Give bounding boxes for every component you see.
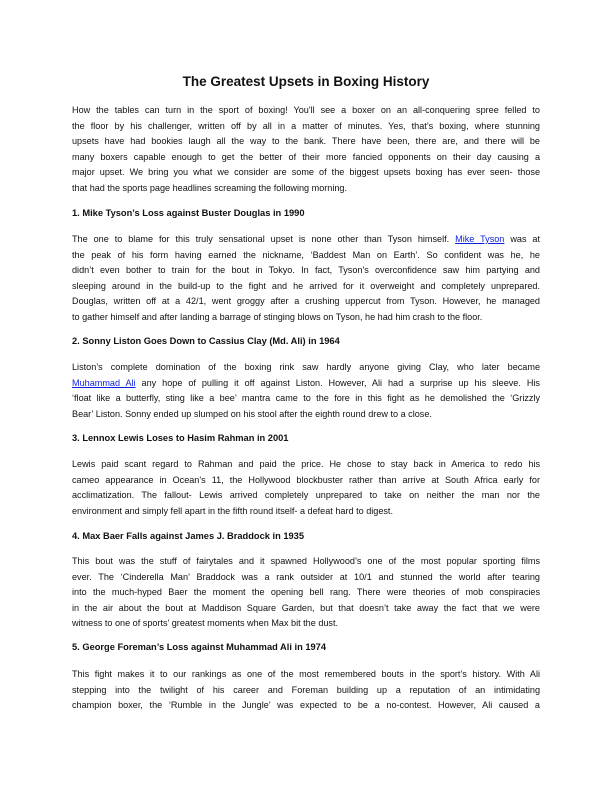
text-line: many boxers capable enough to get the better of their more fancied opponents on their day causing a	[72, 151, 540, 162]
section-paragraph	[72, 554, 540, 632]
text-line: cameo appearance in Ocean's 11, the Hollywood blockbuster rather than arrive at South Africa early for	[72, 474, 540, 485]
text-line: witness to one of sports’ greatest moments when Max bit the dust.	[72, 618, 339, 628]
text-line: Liston’s complete domination of the boxing rink saw hardly anyone giving Clay, who later became	[72, 362, 540, 372]
text-line: didn’t even bother to train for the bout in Tokyo. In fact, Tyson's overconfidence saw him partying and	[72, 265, 540, 275]
text-line: sleeping around in the build-up to the fight and he arrived for it overweight and completely unprepared.	[72, 280, 540, 291]
document-title: The Greatest Upsets in Boxing History	[182, 74, 430, 89]
text-line: How the tables can turn in the sport of boxing! You'll see a boxer on an all-conquering spree felled to	[72, 105, 540, 115]
section-paragraph	[72, 232, 540, 325]
text-line: ‘float like a butterfly, sting like a bee’ mantra came to the fore in this fight as he demolished the ‘Grizzly	[72, 393, 540, 403]
section-heading: 1. Mike Tyson’s Loss against Buster Douglas in 1990	[72, 208, 305, 218]
text-line: champion boxer, the ‘Rumble in the Jungle’ was expected to be a no-contest. However, Ali caused a	[72, 700, 540, 710]
text-line: to gather himself and after landing a barrage of stinging blows on Tyson, he had him crash to the floor.	[72, 311, 483, 322]
text-line: that had the sports page headlines screaming the following morning.	[72, 182, 348, 193]
text-line: acclimatization. The fallout- Lewis arrived completely unprepared to take on neither the man nor the	[72, 490, 540, 500]
text-line: the floor by his challenger, written off by all in a matter of minutes. Yes, that’s boxing, where stunning	[72, 120, 540, 131]
section-paragraph	[72, 667, 540, 714]
text-line: Muhammad Ali any hope of pulling it off against Liston. However, Ali had a surprise up his sleeve. His	[72, 377, 540, 388]
text-line: Bear’ Liston. Sonny ended up slumped on his stool after the eighth round drew to a close.	[72, 408, 432, 419]
text-line: the peak of his form having earned the nickname, ‘Baddest Man on Earth’. So confident was he, he	[72, 249, 540, 260]
text-line: environment and simply fell apart in the fifth round itself- a defeat hard to digest.	[72, 505, 393, 516]
text-line: stepping into the twilight of his career and Foreman building up a reputation of an intimidating	[72, 684, 540, 695]
section-heading: 5. George Foreman’s Loss against Muhammad Ali in 1974	[72, 642, 327, 652]
section-paragraph	[72, 360, 540, 422]
section-heading: 4. Max Baer Falls against James J. Braddock in 1935	[72, 531, 305, 541]
text-line: in the air about the bout at Maddison Square Garden, but that doesn’t take away the fact that we were	[72, 602, 540, 613]
text-line: upsets have had bookies laugh all the way to the bank. There have been, there are, and there will be	[72, 136, 540, 146]
intro-paragraph	[72, 103, 540, 196]
text-line: This bout was the stuff of fairytales and it spawned Hollywood’s one of the most popular sporting films	[72, 556, 540, 566]
text-line: major upset. We bring you what we consider are some of the biggest upsets boxing has ever seen- those	[72, 167, 540, 177]
text-line: Douglas, written off at a 42/1, went groggy after a crushing uppercut from Tyson. However, he managed	[72, 296, 540, 306]
link-muhammad-ali[interactable]: Muhammad Ali	[72, 377, 136, 388]
link-mike-tyson[interactable]: Mike Tyson	[455, 234, 505, 244]
section-paragraph	[72, 457, 540, 519]
text-line: The one to blame for this truly sensational upset is none other than Tyson himself. Mike Tyson was at	[72, 234, 541, 244]
text-line: into the much-hyped Baer the moment the opening bell rang. There were theories of mob conspiracies	[72, 587, 540, 597]
text-line: Lewis paid scant regard to Rahman and paid the price. He chose to stay back in America to redo his	[72, 459, 540, 469]
text-line: This fight makes it to our rankings as one of the most remembered bouts in the sport’s history. With Ali	[72, 669, 540, 679]
section-heading: 2. Sonny Liston Goes Down to Cassius Clay (Md. Ali) in 1964	[72, 336, 340, 346]
section-heading: 3. Lennox Lewis Loses to Hasim Rahman in 2001	[72, 433, 289, 443]
text-line: ever. The ‘Cinderella Man’ Braddock was a rank outsider at 10/1 and stunned the world after tearing	[72, 571, 540, 582]
